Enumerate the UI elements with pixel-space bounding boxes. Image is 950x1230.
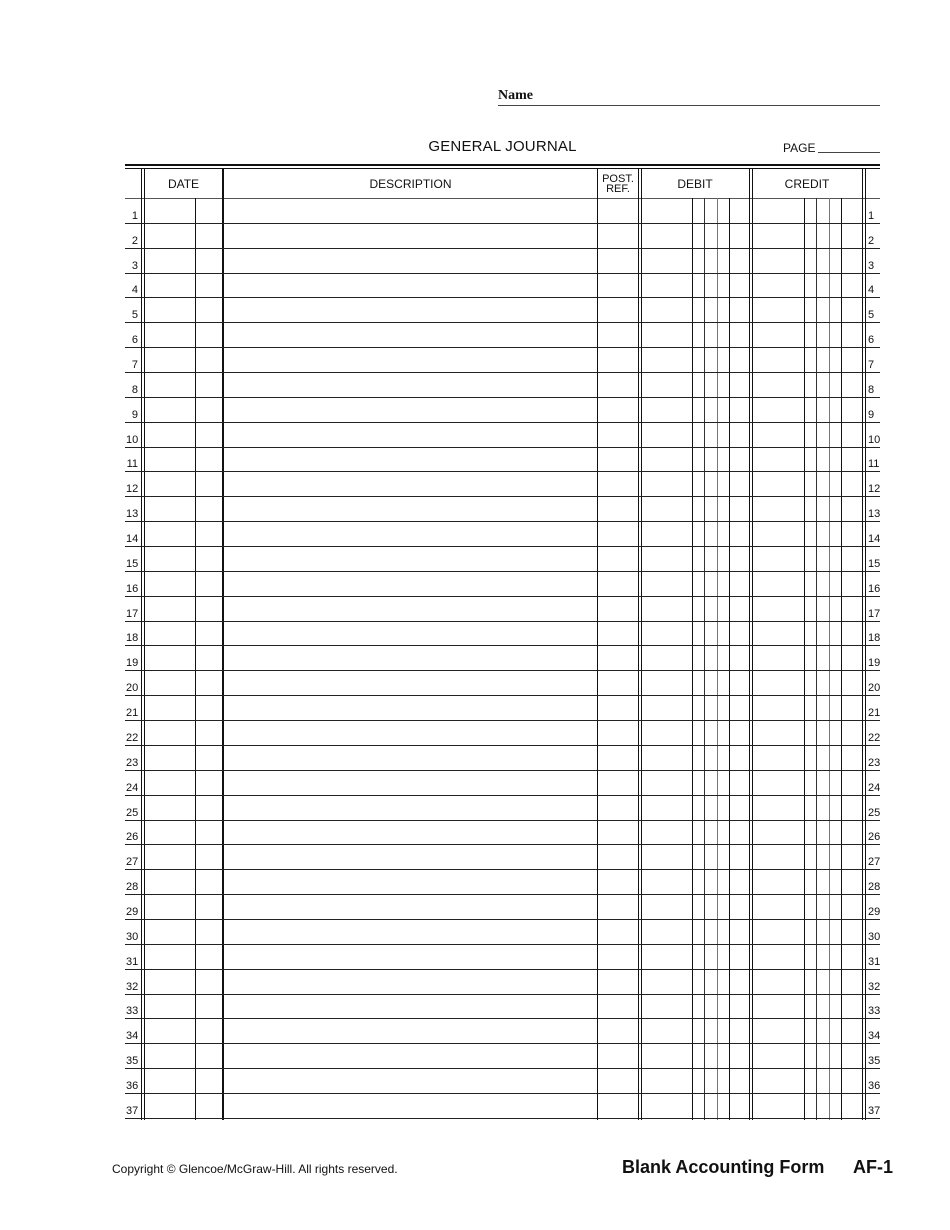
row-number-left: 19 — [126, 657, 139, 670]
row-number-left: 32 — [126, 980, 139, 993]
row-number-right: 15 — [868, 557, 881, 570]
row-number-right: 18 — [868, 632, 881, 645]
row-number-left: 20 — [126, 682, 139, 695]
form-code: AF-1 — [853, 1157, 893, 1177]
row-number-right: 3 — [868, 259, 875, 272]
row-number-right: 30 — [868, 930, 881, 943]
row-number-left: 3 — [131, 259, 138, 272]
row-line — [125, 994, 880, 995]
row-line — [125, 1093, 880, 1094]
double-column-line — [641, 169, 642, 1120]
page-label: PAGE — [783, 141, 816, 155]
row-number-right: 13 — [868, 508, 881, 521]
row-number-left: 37 — [126, 1104, 139, 1117]
row-number-left: 36 — [126, 1079, 139, 1092]
double-column-line — [144, 169, 145, 1120]
row-number-right: 8 — [868, 383, 875, 396]
row-line — [125, 297, 880, 298]
credit-amount-divider — [816, 198, 817, 1120]
post-ref-line2: REF. — [606, 183, 630, 195]
form-title: Blank Accounting Form — [622, 1157, 825, 1177]
row-line — [125, 521, 880, 522]
row-number-left: 24 — [126, 781, 139, 794]
name-field[interactable] — [498, 105, 880, 106]
row-line — [125, 546, 880, 547]
debit-amount-divider — [717, 198, 718, 1120]
row-number-left: 35 — [126, 1055, 139, 1068]
row-number-right: 34 — [868, 1030, 881, 1043]
row-number-left: 30 — [126, 930, 139, 943]
debit-amount-divider — [704, 198, 705, 1120]
row-line — [125, 795, 880, 796]
row-number-right: 6 — [868, 334, 875, 347]
row-number-left: 33 — [126, 1005, 139, 1018]
double-column-line — [865, 169, 866, 1120]
row-number-right: 21 — [868, 707, 881, 720]
date-column-right — [222, 169, 224, 1120]
page-title: GENERAL JOURNAL — [428, 138, 577, 155]
row-line — [125, 969, 880, 970]
row-line — [125, 322, 880, 323]
row-line — [125, 223, 880, 224]
row-number-right: 11 — [868, 458, 880, 471]
row-number-right: 9 — [868, 408, 875, 421]
row-number-right: 20 — [868, 682, 881, 695]
row-number-right: 1 — [868, 209, 875, 222]
row-line — [125, 1018, 880, 1019]
row-number-right: 17 — [868, 607, 881, 620]
row-number-left: 29 — [126, 905, 139, 918]
row-line — [125, 645, 880, 646]
column-header-credit: CREDIT — [784, 177, 830, 191]
row-line — [125, 944, 880, 945]
date-day-divider — [195, 198, 196, 1120]
row-number-right: 28 — [868, 881, 881, 894]
row-number-right: 33 — [868, 1005, 881, 1018]
row-line — [125, 745, 880, 746]
row-number-left: 28 — [126, 881, 139, 894]
row-line — [125, 397, 880, 398]
post-ref-line1: POST. — [602, 173, 634, 185]
top-rule — [125, 168, 880, 169]
row-number-right: 25 — [868, 806, 881, 819]
row-number-left: 6 — [131, 334, 138, 347]
double-column-line — [141, 169, 142, 1120]
row-line — [125, 919, 880, 920]
row-line — [125, 471, 880, 472]
row-number-left: 18 — [126, 632, 139, 645]
row-line — [125, 844, 880, 845]
row-number-left: 26 — [126, 831, 139, 844]
row-line — [125, 720, 880, 721]
double-column-line — [638, 169, 639, 1120]
column-header-description: DESCRIPTION — [369, 177, 452, 191]
row-line — [125, 347, 880, 348]
row-line — [125, 571, 880, 572]
row-number-left: 5 — [131, 309, 138, 322]
row-number-right: 36 — [868, 1079, 881, 1092]
row-line — [125, 1118, 880, 1119]
row-number-left: 14 — [126, 533, 139, 546]
double-column-line — [752, 169, 753, 1120]
row-number-right: 37 — [868, 1104, 881, 1117]
row-number-left: 10 — [126, 433, 139, 446]
column-header-date: DATE — [167, 177, 200, 191]
row-number-right: 4 — [868, 284, 875, 297]
row-number-left: 21 — [126, 707, 139, 720]
row-number-left: 7 — [131, 359, 138, 372]
row-line — [125, 1068, 880, 1069]
row-line — [125, 894, 880, 895]
row-number-left: 11 — [126, 458, 138, 471]
debit-amount-divider — [729, 198, 730, 1120]
column-header-debit: DEBIT — [677, 177, 713, 191]
row-number-right: 31 — [868, 955, 881, 968]
row-number-right: 7 — [868, 359, 875, 372]
row-line — [125, 695, 880, 696]
row-number-right: 22 — [868, 731, 881, 744]
row-line — [125, 372, 880, 373]
row-number-right: 16 — [868, 582, 881, 595]
row-line — [125, 1043, 880, 1044]
row-number-right: 26 — [868, 831, 881, 844]
column-header-post-ref — [598, 174, 638, 194]
row-number-right: 29 — [868, 905, 881, 918]
row-number-left: 25 — [126, 806, 139, 819]
row-number-left: 2 — [131, 234, 138, 247]
row-line — [125, 273, 880, 274]
row-number-left: 9 — [131, 408, 138, 421]
double-column-line — [749, 169, 750, 1120]
row-number-right: 5 — [868, 309, 875, 322]
row-number-right: 19 — [868, 657, 881, 670]
row-number-right: 23 — [868, 756, 881, 769]
row-number-left: 15 — [126, 557, 139, 570]
row-line — [125, 596, 880, 597]
row-line — [125, 422, 880, 423]
name-label: Name — [498, 88, 533, 103]
row-number-right: 24 — [868, 781, 881, 794]
credit-amount-divider — [829, 198, 830, 1120]
row-line — [125, 496, 880, 497]
double-column-line — [862, 169, 863, 1120]
row-number-left: 17 — [126, 607, 139, 620]
page-number-field[interactable] — [818, 152, 880, 153]
row-line — [125, 447, 880, 448]
row-number-left: 22 — [126, 731, 139, 744]
row-line — [125, 621, 880, 622]
row-number-left: 16 — [126, 582, 139, 595]
row-number-right: 27 — [868, 856, 881, 869]
row-number-left: 31 — [126, 955, 139, 968]
row-number-left: 13 — [126, 508, 139, 521]
row-line — [125, 670, 880, 671]
header-rule — [125, 198, 880, 199]
row-number-right: 10 — [868, 433, 881, 446]
row-number-left: 4 — [131, 284, 138, 297]
credit-amount-divider — [841, 198, 842, 1120]
row-number-right: 12 — [868, 483, 881, 496]
debit-amount-divider — [692, 198, 693, 1120]
row-number-right: 14 — [868, 533, 881, 546]
copyright-text: Copyright © Glencoe/McGraw-Hill. All rights reserved. — [112, 1162, 398, 1176]
row-number-left: 27 — [126, 856, 139, 869]
row-number-right: 2 — [868, 234, 875, 247]
row-line — [125, 248, 880, 249]
credit-amount-divider — [804, 198, 805, 1120]
row-number-left: 8 — [131, 383, 138, 396]
row-number-left: 23 — [126, 756, 139, 769]
top-rule — [125, 164, 880, 166]
row-line — [125, 770, 880, 771]
row-number-left: 12 — [126, 483, 139, 496]
row-number-right: 35 — [868, 1055, 881, 1068]
row-number-left: 34 — [126, 1030, 139, 1043]
row-number-left: 1 — [131, 209, 138, 222]
row-line — [125, 820, 880, 821]
row-line — [125, 869, 880, 870]
post-ref-column-left — [597, 169, 598, 1120]
row-number-right: 32 — [868, 980, 881, 993]
